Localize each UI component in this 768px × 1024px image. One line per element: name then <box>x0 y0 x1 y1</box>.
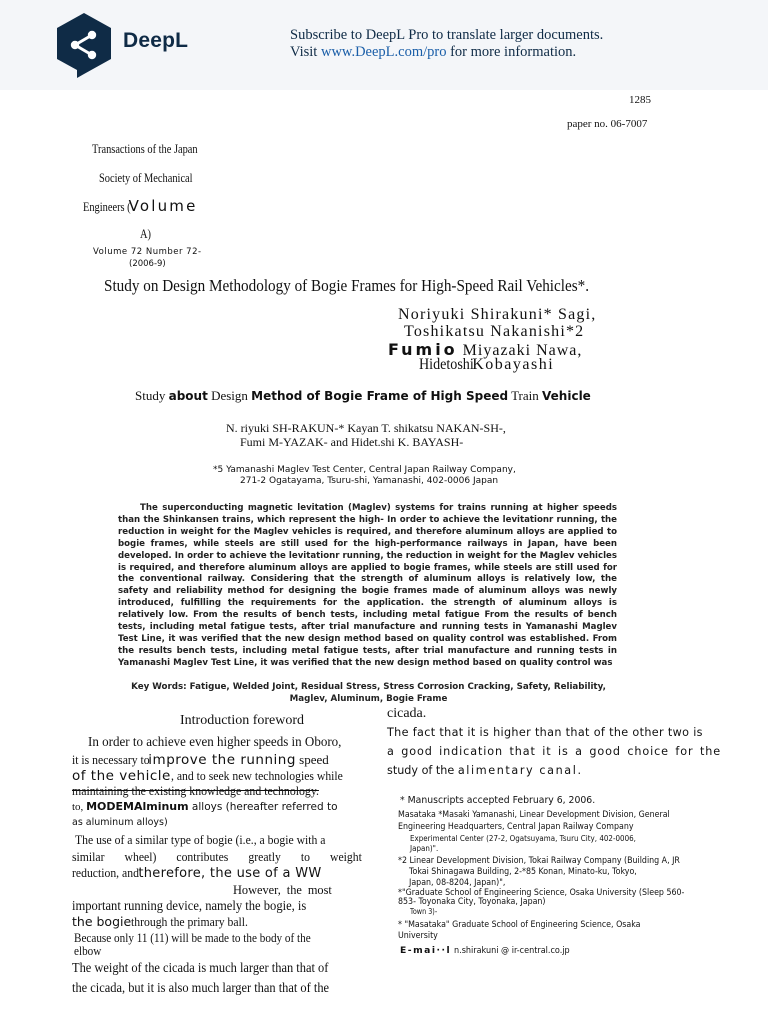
author-line-4 <box>419 356 554 374</box>
author-line-2: Toshikatsu Nakanishi*2 <box>404 323 585 340</box>
right-line-4 <box>387 764 583 777</box>
p1-line-5-c: alloys (hereafter referred to <box>188 801 338 813</box>
p1-line-3-b: , and to seek new technologies while <box>170 768 343 783</box>
footnote-2-line-1: *2 Linear Development Division, Tokai Railway Company (Building A, JR <box>398 855 680 866</box>
footnote-1-line-2: Engineering Headquarters, Central Japan Railway Company <box>398 821 634 832</box>
p2-line-5: important running device, namely the bogie, is <box>72 898 307 913</box>
romanized-authors-line-1: N. riyuki SH-RAKUN-* Kayan T. shikatsu NAKAN-SH-, <box>226 421 506 435</box>
p2-line-2: similar wheel) contributes greatly to weight <box>72 849 362 864</box>
promo-suffix: for more information. <box>446 44 577 60</box>
author-line-4-rest: Kobayashi <box>472 356 555 373</box>
promo-text <box>290 27 603 61</box>
keywords-line-2: Maglev, Aluminum, Bogie Frame <box>289 694 448 704</box>
english-title-part: about <box>168 389 208 403</box>
p1-line-2 <box>72 752 329 768</box>
english-title-part: Design <box>207 388 252 403</box>
author-line-3-first: Fumio <box>388 340 458 359</box>
footnote-3-line-1: *"Graduate School of Engineering Science, Osaka University (Sleep 560- <box>398 887 685 898</box>
abstract <box>118 503 617 670</box>
english-title-part: Method of Bogie Frame of High Speed <box>251 389 509 403</box>
footnote-3-line-3: Town 3)- <box>410 907 438 916</box>
footnote-3-line-2: 853- Toyonaka City, Toyonaka, Japan) <box>398 896 546 907</box>
right-line-2: The fact that it is higher than that of the other two is <box>387 726 703 739</box>
page-number: 1285 <box>629 94 651 106</box>
p1-line-2-a: it is necessary to <box>72 752 150 767</box>
p2-line-3-b: therefore, the use of a WW <box>138 866 322 881</box>
affiliation-line-1: *5 Yamanashi Maglev Test Center, Central Japan Railway Company, <box>213 465 516 475</box>
footnote-2-line-3: Japan, 08-8204, Japan)", <box>409 877 506 888</box>
p3-line-1: Because only 11 (11) will be made to the body of the <box>74 930 311 945</box>
journal-line-4: A) <box>140 226 151 241</box>
author-line-4-first: Hidetoshi <box>419 356 474 373</box>
keywords-line-1: Key Words: Fatigue, Welded Joint, Residual Stress, Stress Corrosion Cracking, Safety, Reliability, <box>131 682 606 692</box>
deepl-pro-link[interactable]: www.DeepL.com/pro <box>320 44 447 60</box>
english-title-part: Vehicle <box>542 389 591 403</box>
english-title-part: Train <box>508 388 543 403</box>
journal-volume-label: Volume <box>128 197 198 215</box>
english-title-part: Study <box>135 388 169 403</box>
footnote-1-line-1: Masataka *Masaki Yamanashi, Linear Development Division, General <box>398 809 670 820</box>
right-line-4-a: study of the <box>387 764 458 777</box>
right-line-4-b: alimentary canal. <box>457 764 583 777</box>
author-line-3-rest: Miyazaki Nawa, <box>457 342 583 359</box>
p4-line-1: The weight of the cicada is much larger than that of <box>72 960 329 975</box>
p1-line-4: maintaining the existing knowledge and technology. <box>72 783 319 798</box>
p1-line-5 <box>72 800 338 813</box>
p1-line-3 <box>72 768 362 784</box>
p3-line-2: elbow <box>74 943 102 958</box>
p1-line-2-c: speed <box>295 752 329 767</box>
email-label: E-mai··l <box>400 945 452 956</box>
p2-line-6-a: the bogie <box>72 914 132 929</box>
p1-line-6: as aluminum alloys) <box>72 817 168 828</box>
p2-line-4: However, the most <box>233 882 332 897</box>
deepl-banner <box>0 0 768 90</box>
footnote-4-line-2: University <box>398 930 438 941</box>
paper-number: paper no. 06-7007 <box>567 118 648 130</box>
p2-line-1: The use of a similar type of bogie (i.e., a bogie with a <box>75 832 326 847</box>
journal-line-3-text: Engineers ( <box>83 199 131 214</box>
journal-line-1: Transactions of the Japan <box>92 141 198 156</box>
email-line <box>400 945 586 956</box>
section-heading: Introduction foreword <box>180 713 305 728</box>
volume-line-2: (2006-9) <box>129 259 166 269</box>
paper-title: Study on Design Methodology of Bogie Frames for High-Speed Rail Vehicles*. <box>104 276 590 295</box>
footnote-accepted: * Manuscripts accepted February 6, 2006. <box>400 795 596 806</box>
footnote-1-line-4: Japan)". <box>410 843 439 853</box>
footnote-1-line-3: Experimental Center (27-2, Ogatsuyama, Tsuru City, 402-0006, <box>410 833 636 843</box>
email-address[interactable]: n.shirakuni @ ir-central.co.jp <box>454 945 570 956</box>
footnote-4-line-1: * "Masataka" Graduate School of Engineering Science, Osaka <box>398 919 641 930</box>
right-line-3: a good indication that it is a good choice for the <box>387 745 722 758</box>
affiliation-line-2: 271-2 Ogatayama, Tsuru-shi, Yamanashi, 402-0006 Japan <box>240 476 499 486</box>
author-line-1: Noriyuki Shirakuni* Sagi, <box>398 306 597 323</box>
p4-line-2: the cicada, but it is also much larger than that of the <box>72 980 330 995</box>
p2-line-3 <box>72 865 322 881</box>
promo-prefix: Visit <box>290 44 321 60</box>
p1-line-5-a: to, <box>72 801 87 813</box>
p2-line-6-b: through the primary ball. <box>131 914 249 929</box>
p1-line-1: In order to achieve even higher speeds in Oboro, <box>88 735 342 750</box>
journal-line-2: Society of Mechanical <box>99 170 193 185</box>
promo-line-1: Subscribe to DeepL Pro to translate larger documents. <box>290 27 604 43</box>
p1-line-5-b: MODEMAlminum <box>86 800 189 813</box>
footnote-2-line-2: Tokai Shinagawa Building, 2-*85 Konan, Minato-ku, Tokyo, <box>409 866 637 877</box>
right-line-1: cicada. <box>387 706 427 721</box>
romanized-authors-line-2: Fumi M-YAZAK- and Hidet.shi K. BAYASH- <box>240 435 464 449</box>
volume-line-1: Volume 72 Number 72- <box>93 247 202 257</box>
journal-line-3 <box>83 197 198 215</box>
abstract-text: The superconducting magnetic levitation (Maglev) systems for trains running at higher speeds than the Shinkansen trains, which represent the high- In order to achieve the levitationr running, the reduction in weight for the Maglev vehicles is required, and therefore aluminum alloys are applied to bogie frames, while steels are still used for the high-performance railways in Japan, have been developed. In order to achieve the levitationr running, the reduction in weight for the Maglev vehicles is required, and therefore aluminum alloys are applied to bogie frames, while steels are still used for the conventional railway. Considering that the strength of aluminum alloys is relatively low, the safety and reliability method for designing the bogie frames made of aluminum alloys was newly introduced, fulfilling the requirements for the application. the strength of aluminum alloys is relatively low. From the results of bench tests, including metal fatigue From the results of bench tests, including metal fatigue tests, after trial manufacture and running tests in Yamanashi Maglev Test Line, it was verified that the new design method based on quality control was established. From the results bench tests, including metal fatigue tests, after trial manufacture and running tests in Yamanashi Maglev Test Line, it was verified that the new design method based on quality control was <box>118 503 617 668</box>
p1-line-3-a: of the vehicle <box>72 768 171 784</box>
p2-line-6 <box>72 914 261 930</box>
deepl-logo-icon[interactable] <box>55 12 113 78</box>
p1-line-2-b: improve the running <box>148 752 296 768</box>
keywords <box>119 681 618 705</box>
promo-line-2 <box>290 44 603 61</box>
p2-line-3-a: reduction, and <box>72 865 139 880</box>
english-title <box>135 388 591 404</box>
deepl-logo-text: DeepL <box>123 29 189 52</box>
